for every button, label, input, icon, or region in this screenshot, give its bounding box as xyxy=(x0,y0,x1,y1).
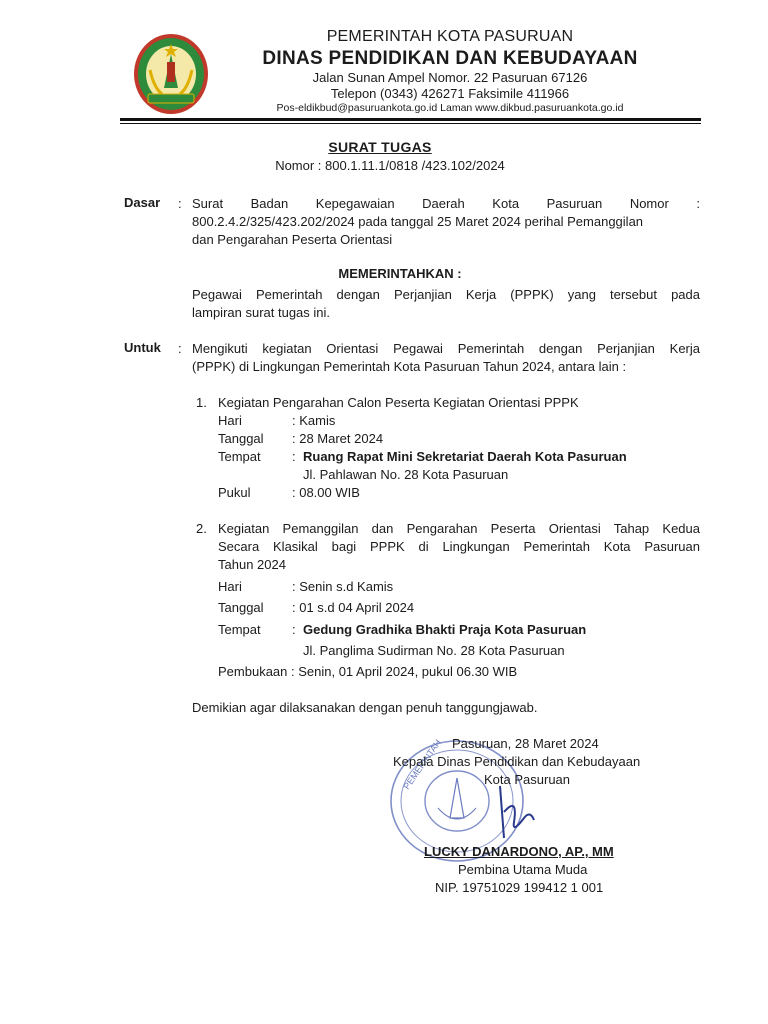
untuk-line-1: Mengikuti kegiatan Orientasi Pegawai Pemerintah dengan Perjanjian Kerja xyxy=(192,341,700,356)
signatory-name: LUCKY DANARDONO, AP., MM xyxy=(424,844,614,859)
untuk-colon: : xyxy=(178,341,182,356)
item-2-tanggal-label: Tanggal xyxy=(218,600,264,615)
signatory-nip: NIP. 19751029 199412 1 001 xyxy=(435,880,604,895)
item-2-tempat-address: Jl. Panglima Sudirman No. 28 Kota Pasuruan xyxy=(303,643,565,658)
item-2-number: 2. xyxy=(196,521,207,536)
item-2-tempat-label: Tempat xyxy=(218,622,261,637)
item-1-tanggal-label: Tanggal xyxy=(218,431,264,446)
letterhead-address: Jalan Sunan Ampel Nomor. 22 Pasuruan 67126 xyxy=(312,70,588,85)
signature-place-date: Pasuruan, 28 Maret 2024 xyxy=(452,736,599,751)
letterhead-agency: DINAS PENDIDIKAN DAN KEBUDAYAAN xyxy=(262,48,638,69)
item-2-pembukaan: Pembukaan : Senin, 01 April 2024, pukul 06.30 WIB xyxy=(218,664,518,679)
signature-mark xyxy=(494,782,544,842)
document-number: Nomor : 800.1.11.1/0818 /423.102/2024 xyxy=(275,158,505,173)
item-2-line-1: Kegiatan Pemanggilan dan Pengarahan Peserta Orientasi Tahap Kedua xyxy=(218,521,700,536)
dasar-label: Dasar xyxy=(124,195,161,210)
item-2-hari-value: : Senin s.d Kamis xyxy=(292,579,394,594)
item-2-tempat-value: Gedung Gradhika Bhakti Praja Kota Pasuruan xyxy=(303,622,587,637)
letterhead-web: Pos-eldikbud@pasuruankota.go.id Laman www.dikbud.pasuruankota.go.id xyxy=(276,102,624,114)
item-1-number: 1. xyxy=(196,395,207,410)
item-2-line-3: Tahun 2024 xyxy=(218,557,286,572)
item-1-title: Kegiatan Pengarahan Calon Peserta Kegiatan Orientasi PPPK xyxy=(218,395,579,410)
memerintahkan-line-2: lampiran surat tugas ini. xyxy=(192,305,331,320)
item-2-tempat-colon: : xyxy=(292,622,296,637)
document-title: SURAT TUGAS xyxy=(328,139,432,155)
item-1-pukul-label: Pukul xyxy=(218,485,251,500)
item-2-tanggal-value: : 01 s.d 04 April 2024 xyxy=(292,600,415,615)
letterhead-divider-thin xyxy=(120,123,701,124)
memerintahkan-line-1: Pegawai Pemerintah dengan Perjanjian Kerja (PPPK) yang tersebut pada xyxy=(192,287,700,302)
signature-position-1: Kepala Dinas Pendidikan dan Kebudayaan xyxy=(393,754,641,769)
dasar-line-3: dan Pengarahan Peserta Orientasi xyxy=(192,232,393,247)
signature-position-2: Kota Pasuruan xyxy=(484,772,571,787)
item-1-tempat-value: Ruang Rapat Mini Sekretariat Daerah Kota Pasuruan xyxy=(303,449,627,464)
untuk-line-2: (PPPK) di Lingkungan Pemerintah Kota Pasuruan Tahun 2024, antara lain : xyxy=(192,359,627,374)
dasar-line-1: Surat Badan Kepegawaian Daerah Kota Pasuruan Nomor : xyxy=(192,196,700,211)
item-1-hari-label: Hari xyxy=(218,413,242,428)
letterhead-divider-thick xyxy=(120,118,701,121)
city-emblem-logo xyxy=(132,32,210,116)
untuk-label: Untuk xyxy=(124,340,161,355)
closing-statement: Demikian agar dilaksanakan dengan penuh tanggungjawab. xyxy=(192,700,538,715)
item-1-hari-value: : Kamis xyxy=(292,413,336,428)
item-1-tempat-address: Jl. Pahlawan No. 28 Kota Pasuruan xyxy=(303,467,509,482)
svg-text:PEMERINTAH: PEMERINTAH xyxy=(401,738,444,792)
handwritten-signature-icon xyxy=(494,782,544,842)
item-1-tempat-label: Tempat xyxy=(218,449,261,464)
memerintahkan-heading: MEMERINTAHKAN : xyxy=(338,266,462,281)
signatory-rank: Pembina Utama Muda xyxy=(458,862,588,877)
city-emblem-icon xyxy=(132,32,210,116)
item-1-pukul-value: : 08.00 WIB xyxy=(292,485,360,500)
item-2-hari-label: Hari xyxy=(218,579,242,594)
dasar-line-2: 800.2.4.2/325/423.202/2024 pada tanggal 25 Maret 2024 perihal Pemanggilan xyxy=(192,214,644,229)
item-2-line-2: Secara Klasikal bagi PPPK di Lingkungan Pemerintah Kota Pasuruan xyxy=(218,539,700,554)
letterhead-phone: Telepon (0343) 426271 Faksimile 411966 xyxy=(330,86,570,101)
item-1-tanggal-value: : 28 Maret 2024 xyxy=(292,431,384,446)
item-1-tempat-colon: : xyxy=(292,449,296,464)
dasar-colon: : xyxy=(178,196,182,211)
letterhead-government: PEMERINTAH KOTA PASURUAN xyxy=(326,28,574,45)
